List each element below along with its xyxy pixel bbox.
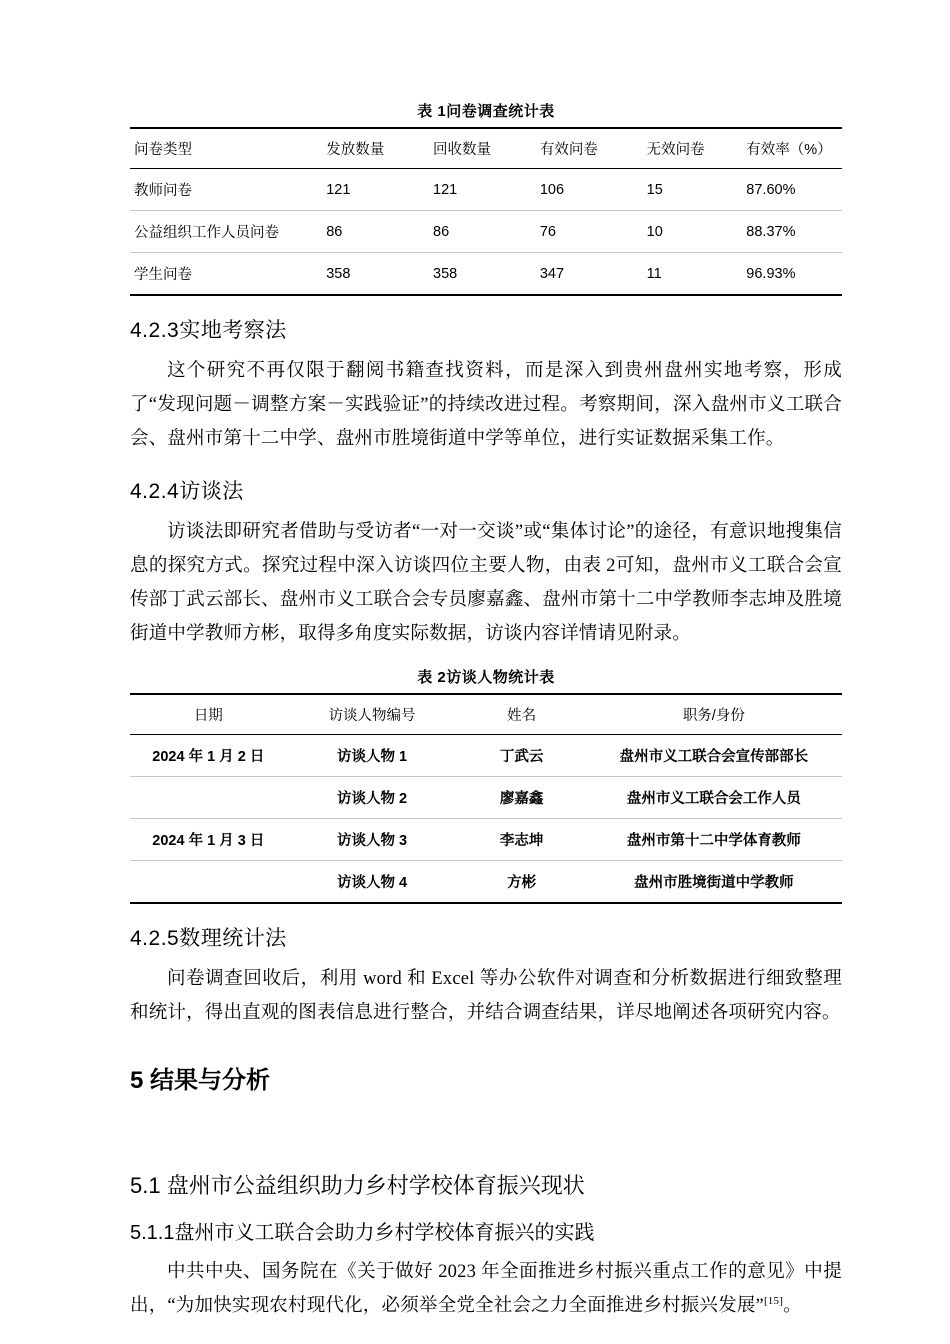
table1-caption: 表 1问卷调查统计表 <box>417 103 555 120</box>
table-row <box>130 776 842 818</box>
paragraph-5-1-1 <box>130 1255 842 1323</box>
table1-cell: 公益组织工作人员问卷 <box>130 211 322 253</box>
table1-cell: 96.93% <box>742 253 842 296</box>
table2-caption: 表 2访谈人物统计表 <box>417 668 555 686</box>
table-row <box>130 169 842 211</box>
table2-cell: 访谈人物 3 <box>287 818 458 860</box>
table1-cell: 87.60% <box>742 169 842 211</box>
table1-cell: 学生问卷 <box>130 253 322 296</box>
table1-cell: 76 <box>536 211 643 253</box>
table1-header-row <box>130 128 842 169</box>
heading-4-2-3: 4.2.3实地考察法 <box>130 319 287 342</box>
table1-cell: 86 <box>322 211 429 253</box>
table1 <box>130 127 842 296</box>
table2-cell: 访谈人物 2 <box>287 776 458 818</box>
table1-cell: 121 <box>322 169 429 211</box>
table2-cell: 2024 年 1 月 2 日 <box>130 734 287 776</box>
table1-header-cell: 发放数量 <box>322 128 429 169</box>
table2-header-cell: 职务/身份 <box>586 694 842 735</box>
table-row <box>130 734 842 776</box>
table2-cell: 方彬 <box>458 860 586 903</box>
table1-header-cell: 无效问卷 <box>643 128 743 169</box>
table1-header-cell: 回收数量 <box>429 128 536 169</box>
table2-cell: 盘州市第十二中学体育教师 <box>586 818 842 860</box>
table1-header-cell: 有效率（%） <box>742 128 842 169</box>
heading-4-2-5: 4.2.5数理统计法 <box>130 926 287 950</box>
reference-marker: [15] <box>763 1295 784 1308</box>
table2-header-cell: 访谈人物编号 <box>287 694 458 735</box>
table1-cell: 86 <box>429 211 536 253</box>
table1-cell: 347 <box>536 253 643 296</box>
table1-cell: 121 <box>429 169 536 211</box>
table2-cell: 廖嘉鑫 <box>458 776 586 818</box>
heading-5-1: 5.1 盘州市公益组织助力乡村学校体育振兴现状 <box>130 1172 585 1198</box>
table-row <box>130 818 842 860</box>
table2 <box>130 693 842 904</box>
table2-header-cell: 日期 <box>130 694 287 735</box>
table2-cell <box>130 776 287 818</box>
section-spacer <box>130 1113 842 1135</box>
table-row <box>130 211 842 253</box>
paragraph-5-1-1-tail: 。 <box>783 1296 802 1317</box>
table2-block <box>130 666 842 904</box>
table-row <box>130 253 842 296</box>
table2-header-cell: 姓名 <box>458 694 586 735</box>
table1-block <box>130 100 842 296</box>
paragraph-5-1-1-text: 中共中央、国务院在《关于做好 2023 年全面推进乡村振兴重点工作的意见》中提出，“为加快实现农村现代化，必须举全党全社会之力全面推进乡村振兴发展” <box>130 1261 842 1317</box>
table2-cell: 访谈人物 4 <box>287 860 458 903</box>
table2-cell: 2024 年 1 月 3 日 <box>130 818 287 860</box>
table-row <box>130 860 842 903</box>
paragraph-4-2-5: 问卷调查回收后，利用 word 和 Excel 等办公软件对调查和分析数据进行细致整理和统计，得出直观的图表信息进行整合，并结合调查结果，详尽地阐述各项研究内容。 <box>130 968 842 1023</box>
table2-cell: 丁武云 <box>458 734 586 776</box>
table1-cell: 11 <box>643 253 743 296</box>
paragraph-4-2-4: 访谈法即研究者借助与受访者“一对一交谈”或“集体讨论”的途径，有意识地搜集信息的探究方式。探究过程中深入访谈四位主要人物，由表 2可知，盘州市义工联合会宣传部丁武云部长、盘州市义工联合会专员廖嘉鑫、盘州市第十二中学教师李志坤及胜境街道中学教师方彬，取得多角度实际数据，访谈内容详情请见附录。 <box>130 521 842 645</box>
table1-cell: 106 <box>536 169 643 211</box>
table1-cell: 10 <box>643 211 743 253</box>
table2-cell: 李志坤 <box>458 818 586 860</box>
table2-cell: 盘州市胜境街道中学教师 <box>586 860 842 903</box>
table1-cell: 358 <box>429 253 536 296</box>
table2-cell <box>130 860 287 903</box>
table1-cell: 88.37% <box>742 211 842 253</box>
table2-cell: 盘州市义工联合会工作人员 <box>586 776 842 818</box>
table1-header-cell: 有效问卷 <box>536 128 643 169</box>
table1-cell: 358 <box>322 253 429 296</box>
table1-header-cell: 问卷类型 <box>130 128 322 169</box>
table1-cell: 教师问卷 <box>130 169 322 211</box>
heading-4-2-4: 4.2.4访谈法 <box>130 479 244 503</box>
table1-cell: 15 <box>643 169 743 211</box>
table2-header-row <box>130 694 842 735</box>
heading-5-1-1: 5.1.1盘州市义工联合会助力乡村学校体育振兴的实践 <box>130 1221 595 1244</box>
heading-5: 5 结果与分析 <box>130 1066 271 1094</box>
table2-cell: 盘州市义工联合会宣传部部长 <box>586 734 842 776</box>
paragraph-4-2-3: 这个研究不再仅限于翻阅书籍查找资料，而是深入到贵州盘州实地考察，形成了“发现问题－调整方案－实践验证”的持续改进过程。考察期间，深入盘州市义工联合会、盘州市第十二中学、盘州市胜境街道中学等单位，进行实证数据采集工作。 <box>130 361 842 450</box>
table2-cell: 访谈人物 1 <box>287 734 458 776</box>
